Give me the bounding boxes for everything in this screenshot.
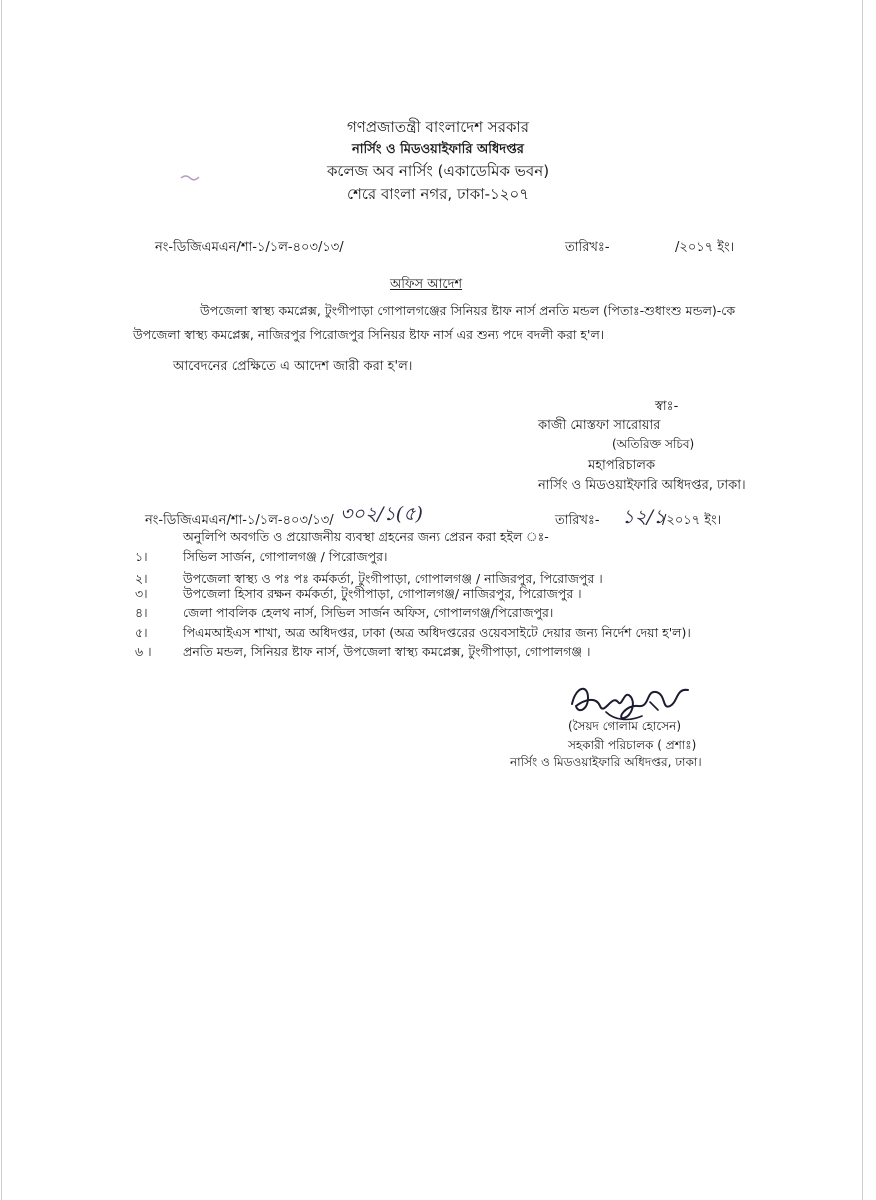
copy-item-number: ২। (135, 571, 148, 586)
order-para1-line1: উপজেলা স্বাস্থ্য কমপ্লেক্স, টুংগীপাড়া গোপালগঞ্জের সিনিয়র ষ্টাফ নার্স প্রনতি মন্ডল (পিতাঃ-শুধাংশু মন্ডল)-কে (200, 303, 736, 318)
header-college: কলেজ অব নার্সিং (একাডেমিক ভবন) (326, 162, 550, 180)
copy-item-number: ৩। (135, 586, 148, 601)
ref-date-label-1: তারিখঃ- (565, 240, 610, 255)
copy-item-text: উপজেলা হিসাব রক্ষন কর্মকর্তা, টুংগীপাড়া, গোপালগঞ্জ/ নাজিরপুর, পিরোজপুর । (183, 586, 582, 601)
signatory2-office: নার্সিং ও মিডওয়াইফারি অধিদপ্তর, ঢাকা। (510, 755, 702, 769)
header-government: গণপ্রজাতন্ত্রী বাংলাদেশ সরকার (346, 118, 530, 136)
ref-number-1: নং-ডিজিএমএন/শা-১/১ল-৪০৩/১৩/ (155, 240, 344, 255)
order-para2: আবেদনের প্রেক্ষিতে এ আদেশ জারী করা হ'ল। (173, 359, 413, 374)
scan-speck-icon (180, 172, 200, 184)
ref-handwritten-date: ১২/১ (622, 506, 666, 528)
header-directorate: নার্সিং ও মিডওয়াইফারি অধিদপ্তর (352, 142, 524, 157)
signatory1-name: কাজী মোস্তফা সারোয়ার (538, 418, 661, 433)
signatory1-sign-label: স্বাঃ- (655, 399, 679, 414)
signatory1-office: নার্সিং ও মিডওয়াইফারি অধিদপ্তর, ঢাকা। (538, 478, 746, 493)
copy-item-text: প্রনতি মন্ডল, সিনিয়র ষ্টাফ নার্স, উপজেলা স্বাস্থ্য কমপ্লেক্স, টুংগীপাড়া, গোপালগঞ্জ । (183, 644, 591, 659)
copy-item-number: ৫। (135, 625, 148, 640)
signatory2-title: সহকারী পরিচালক ( প্রশাঃ) (568, 738, 697, 752)
signatory2-name: (সৈয়দ গোলাম হোসেন) (568, 719, 682, 733)
signatory1-title: মহাপরিচালক (588, 458, 656, 473)
ref-date-label-2: তারিখঃ- (555, 513, 600, 528)
copy-item-number: ৪। (135, 605, 148, 620)
copy-item-number: ৬ । (135, 644, 152, 659)
ref-date-suffix-2: /২০১৭ ইং। (662, 513, 722, 528)
ref-date-value-1: /২০১৭ ইং। (675, 240, 735, 255)
order-para1-line2: উপজেলা স্বাস্থ্য কমপ্লেক্স, নাজিরপুর পিরোজপুর সিনিয়র ষ্টাফ নার্স এর শুন্য পদে বদলী করা হ'ল। (133, 327, 605, 342)
copy-item-text: সিভিল সার্জন, গোপালগঞ্জ / পিরোজপুর। (183, 549, 388, 564)
ref-number-2: নং-ডিজিএমএন/শা-১/১ল-৪০৩/১৩/ (145, 513, 334, 528)
copy-item-number: ১। (135, 549, 148, 564)
copy-item-text: উপজেলা স্বাস্থ্য ও পঃ পঃ কর্মকর্তা, টুংগীপাড়া, গোপালগঞ্জ / নাজিরপুর, পিরোজপুর । (183, 571, 603, 586)
scan-edge-left (1, 0, 2, 1200)
scan-edge-right (862, 0, 863, 1200)
order-title: অফিস আদেশ (390, 277, 463, 292)
copy-item-text: জেলা পাবলিক হেলথ নার্স, সিভিল সার্জন অফিস, গোপালগঞ্জ/পিরোজপুর। (183, 605, 554, 620)
copy-intro: অনুলিপি অবগতি ও প্রয়োজনীয় ব্যবস্থা গ্রহনের জন্য প্রেরন করা হইল ঃ- (183, 529, 549, 544)
ref-handwritten-number: ৩০২/১(৫) (340, 503, 423, 525)
signatory1-designation: (অতিরিক্ত সচিব) (612, 437, 695, 451)
copy-item-text: পিএমআইএস শাখা, অত্র অধিদপ্তর, ঢাকা (অত্র অধিদপ্তরের ওয়েবসাইটে দেয়ার জন্য নির্দেশ দেয়া হ'ল)। (183, 625, 691, 640)
header-address: শেরে বাংলা নগর, ঢাকা-১২০৭ (346, 185, 530, 203)
